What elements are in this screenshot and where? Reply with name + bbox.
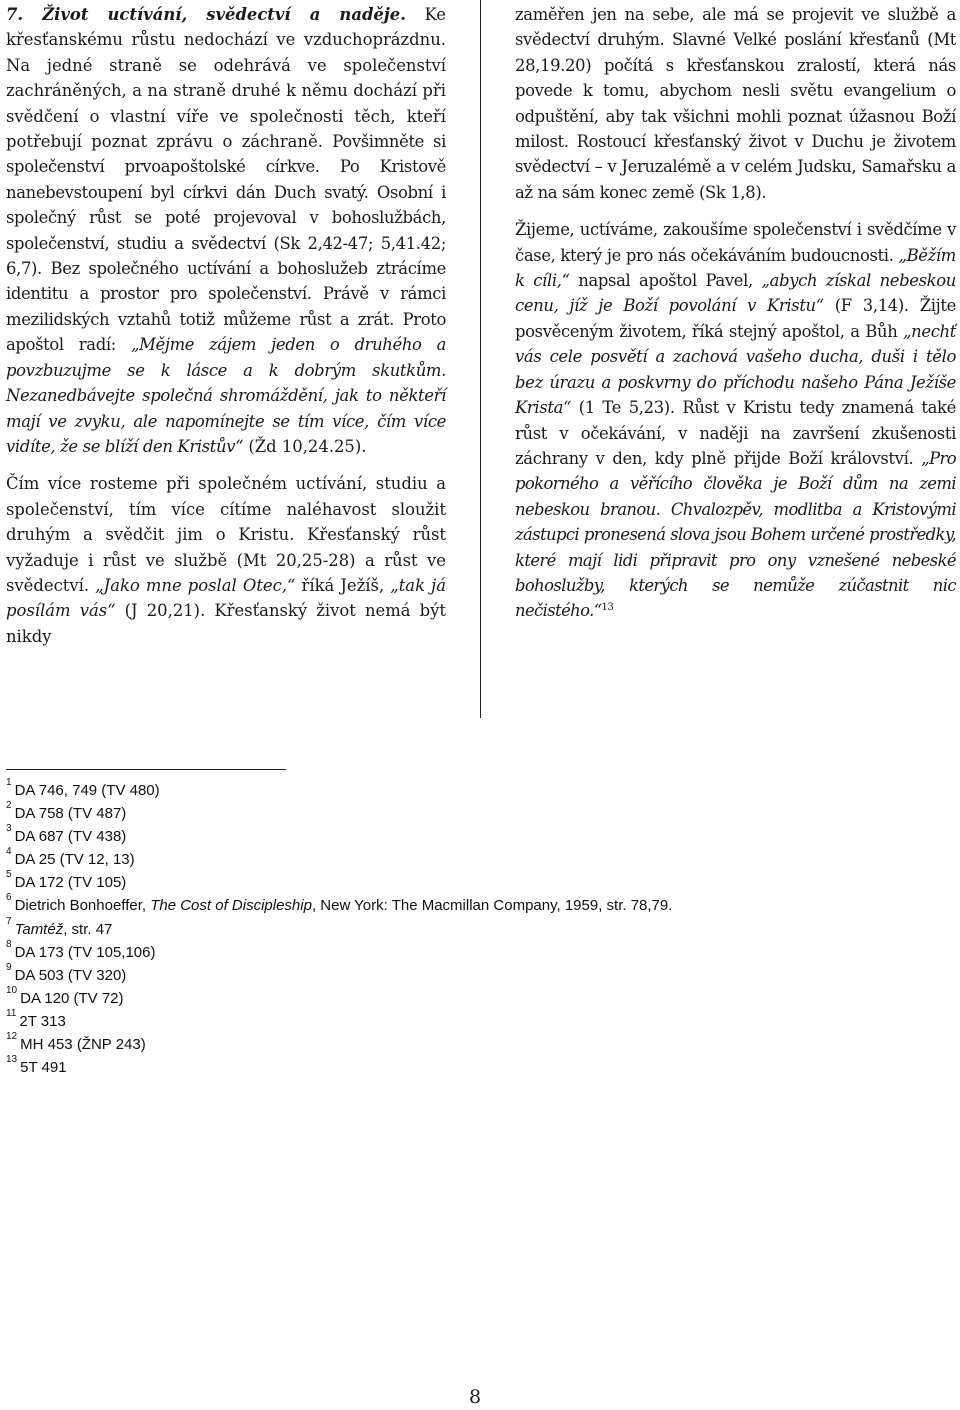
footnote-title: Tamtéž: [14, 920, 64, 938]
footnote-title: The Cost of Discipleship: [150, 897, 312, 915]
footnote-text: DA 503 (TV 320): [14, 966, 127, 984]
footnote-reference[interactable]: 13: [601, 602, 614, 614]
footnote-number: 10: [6, 984, 18, 996]
footnote-text: DA 687 (TV 438): [14, 828, 127, 846]
left-p2-text-c: (J 20,21). Křesťanský život nemá být nikdy: [6, 601, 447, 646]
footnote-item: [6, 963, 946, 986]
footnote-item: [6, 801, 946, 824]
footnote-item: [6, 1032, 946, 1055]
footnote-text: DA 758 (TV 487): [14, 805, 127, 823]
footnote-number: 1: [6, 777, 12, 788]
right-p2-quote-b: „abych získal nebeskou cenu, jíž je Boží povolání v Kristu“: [515, 271, 956, 316]
footnote-item: [6, 824, 946, 847]
footnote-number: 3: [6, 823, 12, 835]
left-p1-text-b: Povšimněte si společenství prvoapoštolské církve. Po Kristově nanebevstoupení byl církvi dán Duch svatý. Osobní i společný růst se poté projevoval v bohoslužbách, společenství, studiu a svědectví (Sk 2,42-47; 5,41.42; 6,7). Bez společného uctívání a bohoslužeb ztrácíme identitu a prostor pro společenství. Právě v rámci mezilidských vztahů totiž můžeme růst a zrát. Proto apoštol radí:: [6, 132, 447, 355]
footnote-text-post: , New York: The Macmillan Company, 1959, str. 78,79.: [311, 897, 673, 915]
left-p2-quote-b: „tak já posílám vás“: [6, 575, 446, 621]
footnote-item: [6, 847, 946, 870]
left-p1-quote-b: Nezanedbávejte společná shromáždění, jak to někteří mají ve zvyku, ale napomínejte se tím více, čím více vidíte, že se blíží den Kristův“: [6, 386, 446, 456]
footnote-separator: [6, 769, 286, 770]
right-paragraph-2: [515, 217, 956, 627]
left-column: [6, 2, 446, 649]
right-paragraph-1: zaměřen jen na sebe, ale má se projevit ve službě a svědectví druhým. Slavné Velké poslání křesťanů (Mt 28,19.20) počítá s křesťanskou zralostí, která nás povede k tomu, abychom nesli světu evangelium o odpuštění, aby tak všichni mohli poznat úžasnou Boží milost. Rostoucí křesťanský život v Duchu je životem svědectví – v Jeruzalémě a v celém Judsku, Samařsku a až na sám konec země (Sk 1,8).: [515, 5, 956, 202]
footnote-number: 13: [6, 1054, 18, 1066]
footnote-number: 5: [6, 869, 12, 881]
footnote-text: 5T 491: [20, 1059, 67, 1077]
left-p2-text-b: říká Ježíš,: [295, 575, 391, 595]
footnote-item: [6, 870, 946, 893]
footnote-number: 4: [6, 846, 12, 858]
footnote-item: [6, 1009, 946, 1032]
footnote-text-pre: Dietrich Bonhoeffer,: [14, 897, 151, 915]
footnote-number: 9: [6, 961, 12, 973]
footnote-number: 2: [6, 800, 12, 812]
footnote-text: DA 25 (TV 12, 13): [14, 851, 135, 869]
footnote-text: DA 120 (TV 72): [20, 989, 124, 1007]
footnote-number: 7: [6, 915, 12, 927]
footnote-text: MH 453 (ŽNP 243): [20, 1036, 146, 1054]
left-p1-reference: (Žd 10,24.25).: [243, 436, 367, 456]
left-p2-quote-a: „Jako mne poslal Otec,“: [95, 575, 296, 595]
left-p1-quote-a: „Mějme zájem jeden o druhého a povzbuzujme se k lásce a k dobrým skutkům.: [6, 335, 447, 380]
footnote-item: [6, 1055, 946, 1078]
footnote-number: 8: [6, 938, 12, 950]
footnote-text: 2T 313: [19, 1012, 66, 1030]
footnote-item: [6, 917, 946, 940]
footnote-text: DA 172 (TV 105): [14, 874, 127, 892]
section-heading: 7. Život uctívání, svědectví a naděje.: [6, 5, 406, 24]
footnote-number: 11: [6, 1007, 17, 1019]
footnote-item: [6, 940, 946, 963]
right-p2-quote-d: „Pro pokorného a věřícího člověka je Boží dům na zemi nebeskou branou. Chvalozpěv, modlitba a Kristovými zástupci pronesená slova jsou Bohem určené prostředky, které mají lidi připravit pro ony vznešené nebeské bohoslužby, kterých se nemůže zúčastnit nic nečistého.“: [515, 448, 956, 621]
footnote-item: [6, 778, 946, 801]
footnote-text-post: , str. 47: [63, 920, 113, 938]
right-p2-text-c: (F 3,14). Žijte posvěceným životem, říká stejný apoštol, a Bůh: [515, 296, 956, 341]
page-number: 8: [469, 1386, 482, 1408]
footnote-text: DA 746, 749 (TV 480): [14, 782, 160, 799]
left-paragraph-2: [6, 471, 446, 649]
footnote-text: [15, 897, 673, 914]
right-p2-quote-a: „Běžím k cíli,“: [515, 245, 956, 291]
right-column: [515, 2, 956, 627]
right-p2-quote-c: „nechť vás cele posvětí a zachová vašeho ducha, duši i tělo bez úrazu a poskvrny do příchodu našeho Pána Ježíše Krista“: [515, 321, 956, 418]
footnote-text: [15, 921, 113, 938]
column-divider: [480, 0, 481, 718]
left-p1-text-a: Ke křesťanskému růstu nedochází ve vzduchoprázdnu. Na jedné straně se odehrává ve společenství zachráněných, a na straně druhé k němu dochází při svědčení o vlastní víře ve společnosti těch, kteří potřebují poznat zprávu o záchraně.: [6, 5, 446, 152]
left-p2-text-a: Čím více rosteme při společném uctívání, studiu a společenství, tím více cítíme naléhavost sloužit druhým a svědčit jim o Kristu. Křesťanský růst vyžaduje i růst ve službě (Mt 20,25-28) a růst ve svědectví.: [6, 474, 446, 595]
footnote-text: DA 173 (TV 105,106): [14, 943, 156, 961]
right-p2-text-a: Žijeme, uctíváme, zakoušíme společenství i svědčíme v čase, který je pro nás očekáváním budoucnosti.: [515, 220, 956, 265]
footnote-item: [6, 893, 946, 916]
footnote-item: [6, 986, 946, 1009]
footnote-number: 6: [6, 892, 12, 904]
footnote-list: [6, 778, 946, 1078]
right-p2-text-b: napsal apoštol Pavel,: [569, 271, 762, 291]
left-paragraph-1: [6, 2, 446, 459]
footnote-number: 12: [6, 1031, 18, 1043]
right-p2-text-d: (1 Te 5,23). Růst v Kristu tedy znamená také růst v očekávání, v naději na završení zkušenosti záchrany v den, kdy plně přijde Boží království.: [515, 398, 956, 468]
